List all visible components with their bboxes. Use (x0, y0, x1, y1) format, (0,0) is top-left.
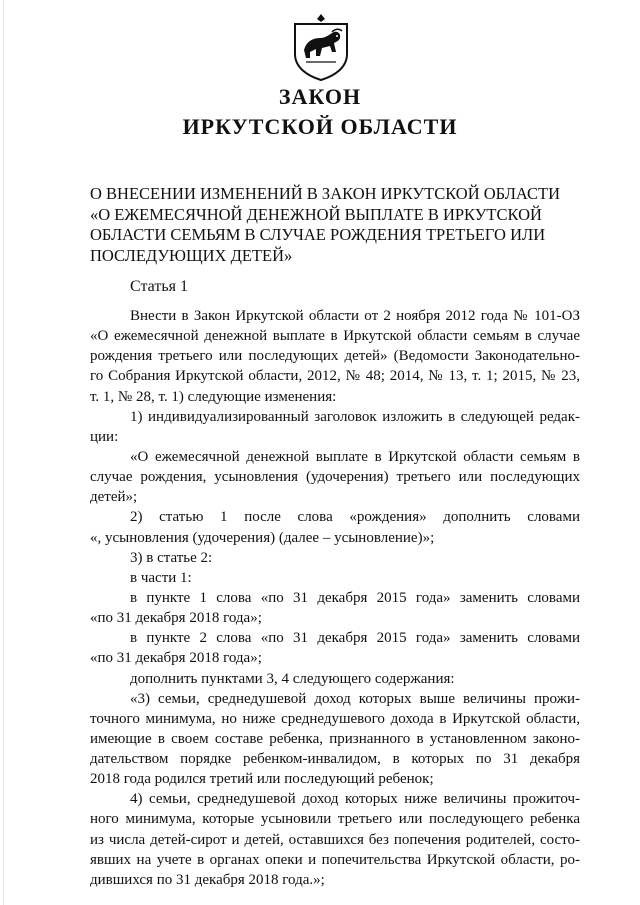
body-line: «О ежемесячной денежной выплате в Иркутской области семьям в (130, 449, 580, 465)
document-title-region: ИРКУТСКОЙ ОБЛАСТИ (182, 114, 458, 139)
law-heading: О ВНЕСЕНИИ ИЗМЕНЕНИЙ В ЗАКОН ИРКУТСКОЙ ОБЛАСТИ «О ЕЖЕМЕСЯЧНОЙ ДЕНЕЖНОЙ ВЫПЛАТЕ В ИРКУТСКОЙ ОБЛАСТИ СЕМЬЯМ В СЛУЧАЕ РОЖДЕНИЯ ТРЕТЬЕГО ИЛИ ПОСЛЕДУЮЩИХ ДЕТЕЙ» (90, 184, 561, 265)
coat-of-arms-emblem (292, 12, 350, 82)
body-line: в пункте 1 слова «по 31 декабря 2015 года» заменить словами (130, 589, 580, 606)
body-line: имеющие в своем составе ребенка, признанного в установленном законо- (90, 730, 580, 747)
body-line: случае рождения, усыновления (удочерения) третьего или последующих (90, 469, 580, 486)
body-line: дательством порядке ребенком-инвалидом, в которых по 31 декабря (90, 751, 580, 767)
babr-emblem-icon (292, 12, 350, 82)
body-line: ного минимума, которые усыновили третьего или последующего ребенка (90, 811, 580, 828)
body-line: явших на учете в органах опеки и попечительства Иркутской области, ро- (90, 851, 580, 868)
body-line: «, усыновления (удочерения) (далее – усыновление)»; (90, 529, 435, 546)
body-line: 4) семьи, среднедушевой доход которых ниже величины прожиточ- (130, 791, 580, 808)
body-line: рождения третьего или последующих детей» (Ведомости Законодательно- (90, 348, 580, 365)
body-line: «3) семьи, среднедушевой доход которых выше величины прожи- (130, 690, 580, 707)
body-line: 1) индивидуализированный заголовок изложить в следующей редак- (130, 408, 580, 425)
body-line: из числа детей-сирот и детей, оставшихся без попечения родителей, состо- (90, 831, 580, 848)
body-line: дившихся по 31 декабря 2018 года.»; (90, 871, 325, 888)
body-line: «по 31 декабря 2018 года»; (90, 610, 262, 627)
body-line: т. 1, № 28, т. 1) следующие изменения: (90, 388, 337, 405)
body-line: дополнить пунктами 3, 4 следующего содержания: (130, 670, 455, 687)
body-line: «О ежемесячной денежной выплате в Иркутской области семьям в случае (90, 328, 580, 345)
body-line: 3) в статье 2: (130, 549, 213, 566)
body-line: в пункте 2 слова «по 31 декабря 2015 года» заменить словами (130, 630, 580, 647)
body-line: Внести в Закон Иркутской области от 2 ноября 2012 года № 101-ОЗ (130, 308, 580, 324)
body-line: го Собрания Иркутской области, 2012, № 48; 2014, № 13, т. 1; 2015, № 23, (90, 368, 580, 385)
body-line: ции: (90, 428, 119, 445)
body-line: в части 1: (130, 569, 192, 586)
body-line: «по 31 декабря 2018 года»; (90, 650, 262, 667)
body-line: точного минимума, но ниже среднедушевого дохода в Иркутской области, (90, 710, 580, 727)
body-line: детей»; (90, 489, 138, 506)
article-label: Статья 1 (130, 278, 188, 295)
body-line: 2) статью 1 после слова «рождения» дополнить словами (130, 509, 580, 526)
document-title-law: ЗАКОН (278, 84, 362, 109)
body-line: 2018 года родился третий или последующий ребенок; (90, 771, 434, 788)
